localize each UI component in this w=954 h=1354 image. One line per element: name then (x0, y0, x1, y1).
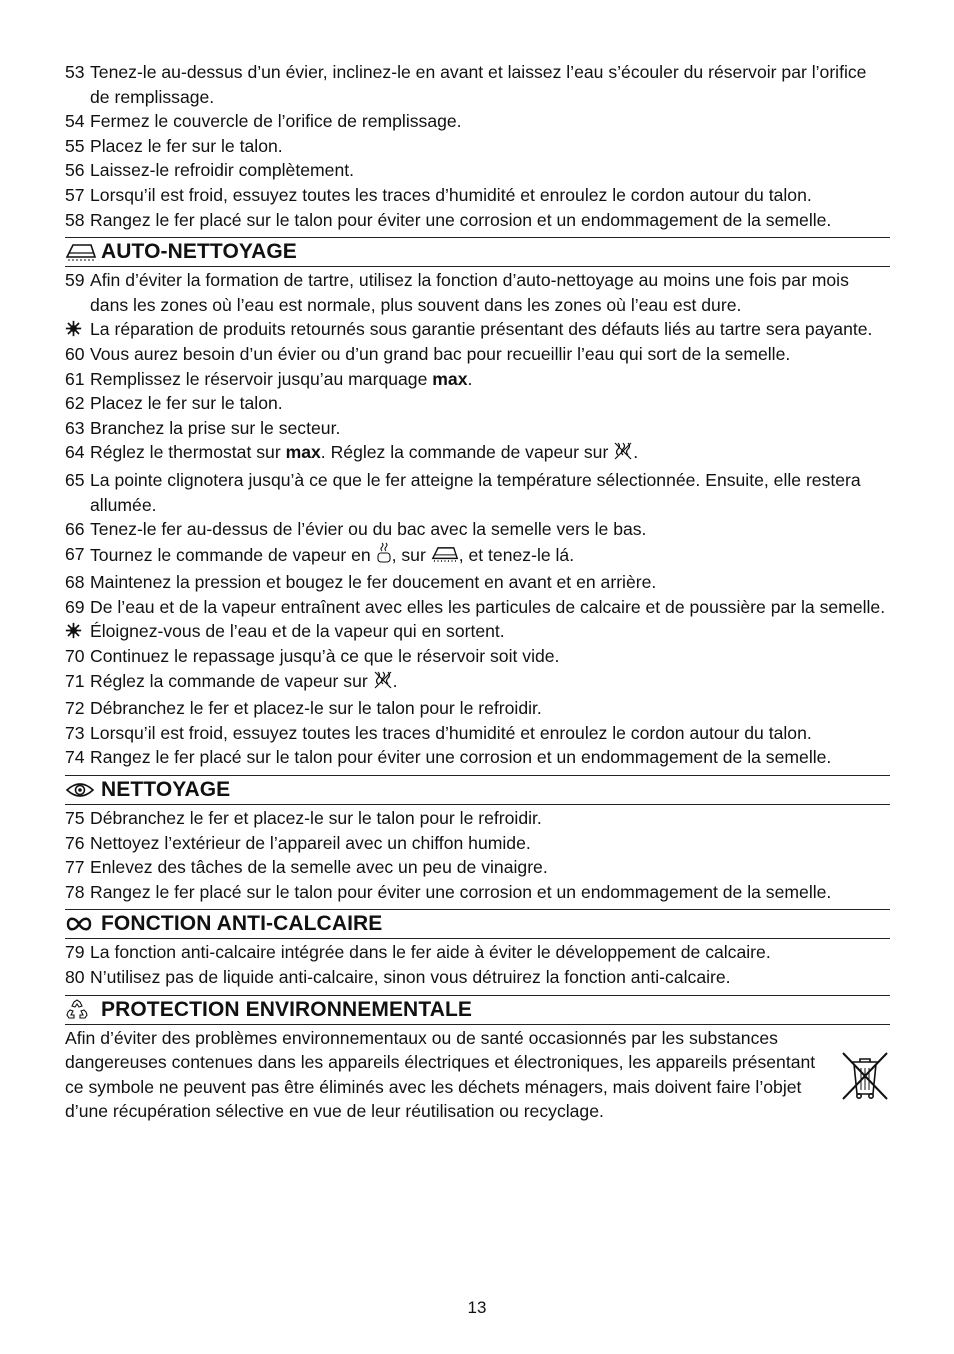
page-number: 13 (467, 1298, 487, 1317)
manual-page (65, 60, 890, 1124)
step-77: 77 Enlevez des tâches de la semelle avec un peu de vinaigre. (65, 857, 548, 878)
step-65: 65 La pointe clignotera jusqu’à ce que le fer atteigne la température sélectionnée. Ensuite, elle restera allumée. (65, 469, 861, 515)
step-58: 58 Rangez le fer placé sur le talon pour éviter une corrosion et un endommagement de la semelle. (65, 209, 832, 230)
step-80: 80 N’utilisez pas de liquide anti-calcaire, sinon vous détruirez la fonction anti-calcaire. (65, 967, 731, 987)
step-71: 71 Réglez la commande de vapeur sur . (65, 669, 890, 697)
environment-paragraph: Afin d’éviter des problèmes environnementaux ou de santé occasionnés par les substances dangereuses contenues dans les appareils électriques et électroniques, les appareils présentant ce symbole ne peuvent pas être éliminés avec les déchets ménagers, mais doivent faire l’objet d’une récupération sélective en vue de leur réutilisation ou recyclage. (65, 1026, 890, 1124)
warning-icon (65, 317, 82, 342)
warning-icon (65, 619, 82, 644)
step-78: 78 Rangez le fer placé sur le talon pour éviter une corrosion et un endommagement de la semelle. (65, 881, 832, 902)
iron-icon (431, 544, 459, 571)
step-66: 66 Tenez-le fer au-dessus de l’évier ou du bac avec la semelle vers le bas. (65, 519, 647, 540)
step-67: 67 Tournez le commande de vapeur en , sur , et tenez-le lá. (65, 542, 890, 571)
section-title: NETTOYAGE (101, 778, 231, 802)
step-60: 60 Vous aurez besoin d’un évier ou d’un grand bac pour recueillir l’eau qui sort de la semelle. (65, 343, 791, 364)
section-nettoyage (65, 775, 890, 805)
iron-icon (65, 242, 101, 262)
section-environnement (65, 995, 890, 1025)
step-79: 79 La fonction anti-calcaire intégrée dans le fer aide à éviter le développement de calcaire. (65, 942, 771, 963)
step-64: 64 Réglez le thermostat sur max. Réglez la commande de vapeur sur . (65, 440, 890, 468)
step-73: 73 Lorsqu’il est froid, essuyez toutes les traces d’humidité et enroulez le cordon autour du talon. (65, 722, 812, 743)
step-54: 54 Fermez le couvercle de l’orifice de remplissage. (65, 111, 462, 132)
recycle-icon (65, 999, 101, 1021)
section-anti-calcaire (65, 909, 890, 939)
eye-icon (65, 781, 101, 799)
section-title: PROTECTION ENVIRONNEMENTALE (101, 997, 472, 1021)
infinity-icon (65, 916, 101, 932)
step-63: 63 Branchez la prise sur le secteur. (65, 417, 341, 438)
section-title: FONCTION ANTI-CALCAIRE (101, 912, 383, 936)
step-68: 68 Maintenez la pression et bougez le fer doucement en avant et en arrière. (65, 572, 657, 593)
crossed-out-bin-icon (840, 1050, 890, 1109)
steam-push-icon (376, 542, 392, 571)
step-70: 70 Continuez le repassage jusqu’à ce que le réservoir soit vide. (65, 646, 560, 667)
step-75: 75 Débranchez le fer et placez-le sur le talon pour le refroidir. (65, 808, 542, 829)
step-57: 57 Lorsqu’il est froid, essuyez toutes les traces d’humidité et enroulez le cordon autour du talon. (65, 184, 812, 205)
steam-off-icon (373, 670, 393, 697)
step-56: 56 Laissez-le refroidir complètement. (65, 160, 355, 181)
section-auto-nettoyage (65, 237, 890, 267)
section-title: AUTO-NETTOYAGE (101, 240, 297, 264)
warning-item: La réparation de produits retournés sous garantie présentant des défauts liés au tartre sera payante. (65, 317, 890, 342)
steam-off-icon (613, 441, 633, 468)
step-69: 69 De l’eau et de la vapeur entraînent avec elles les particules de calcaire et de poussière par la semelle. (65, 596, 886, 617)
step-62: 62 Placez le fer sur le talon. (65, 393, 283, 414)
step-74: 74 Rangez le fer placé sur le talon pour éviter une corrosion et un endommagement de la semelle. (65, 747, 832, 768)
step-76: 76 Nettoyez l’extérieur de l’appareil avec un chiffon humide. (65, 832, 531, 853)
step-72: 72 Débranchez le fer et placez-le sur le talon pour le refroidir. (65, 698, 542, 719)
warning-item: Éloignez-vous de l’eau et de la vapeur qui en sortent. (65, 619, 890, 644)
step-53: 53 Tenez-le au-dessus d’un évier, inclinez-le en avant et laissez l’eau s’écouler du réservoir par l’orifice de remplissage. (65, 62, 867, 107)
step-55: 55 Placez le fer sur le talon. (65, 135, 283, 156)
step-61: 61 Remplissez le réservoir jusqu’au marquage max. (65, 368, 473, 389)
step-59: 59 Afin d’éviter la formation de tartre, utilisez la fonction d’auto-nettoyage au moins une fois par mois dans les zones où l’eau est normale, plus souvent dans les zones où l’eau est dure. (65, 270, 849, 315)
